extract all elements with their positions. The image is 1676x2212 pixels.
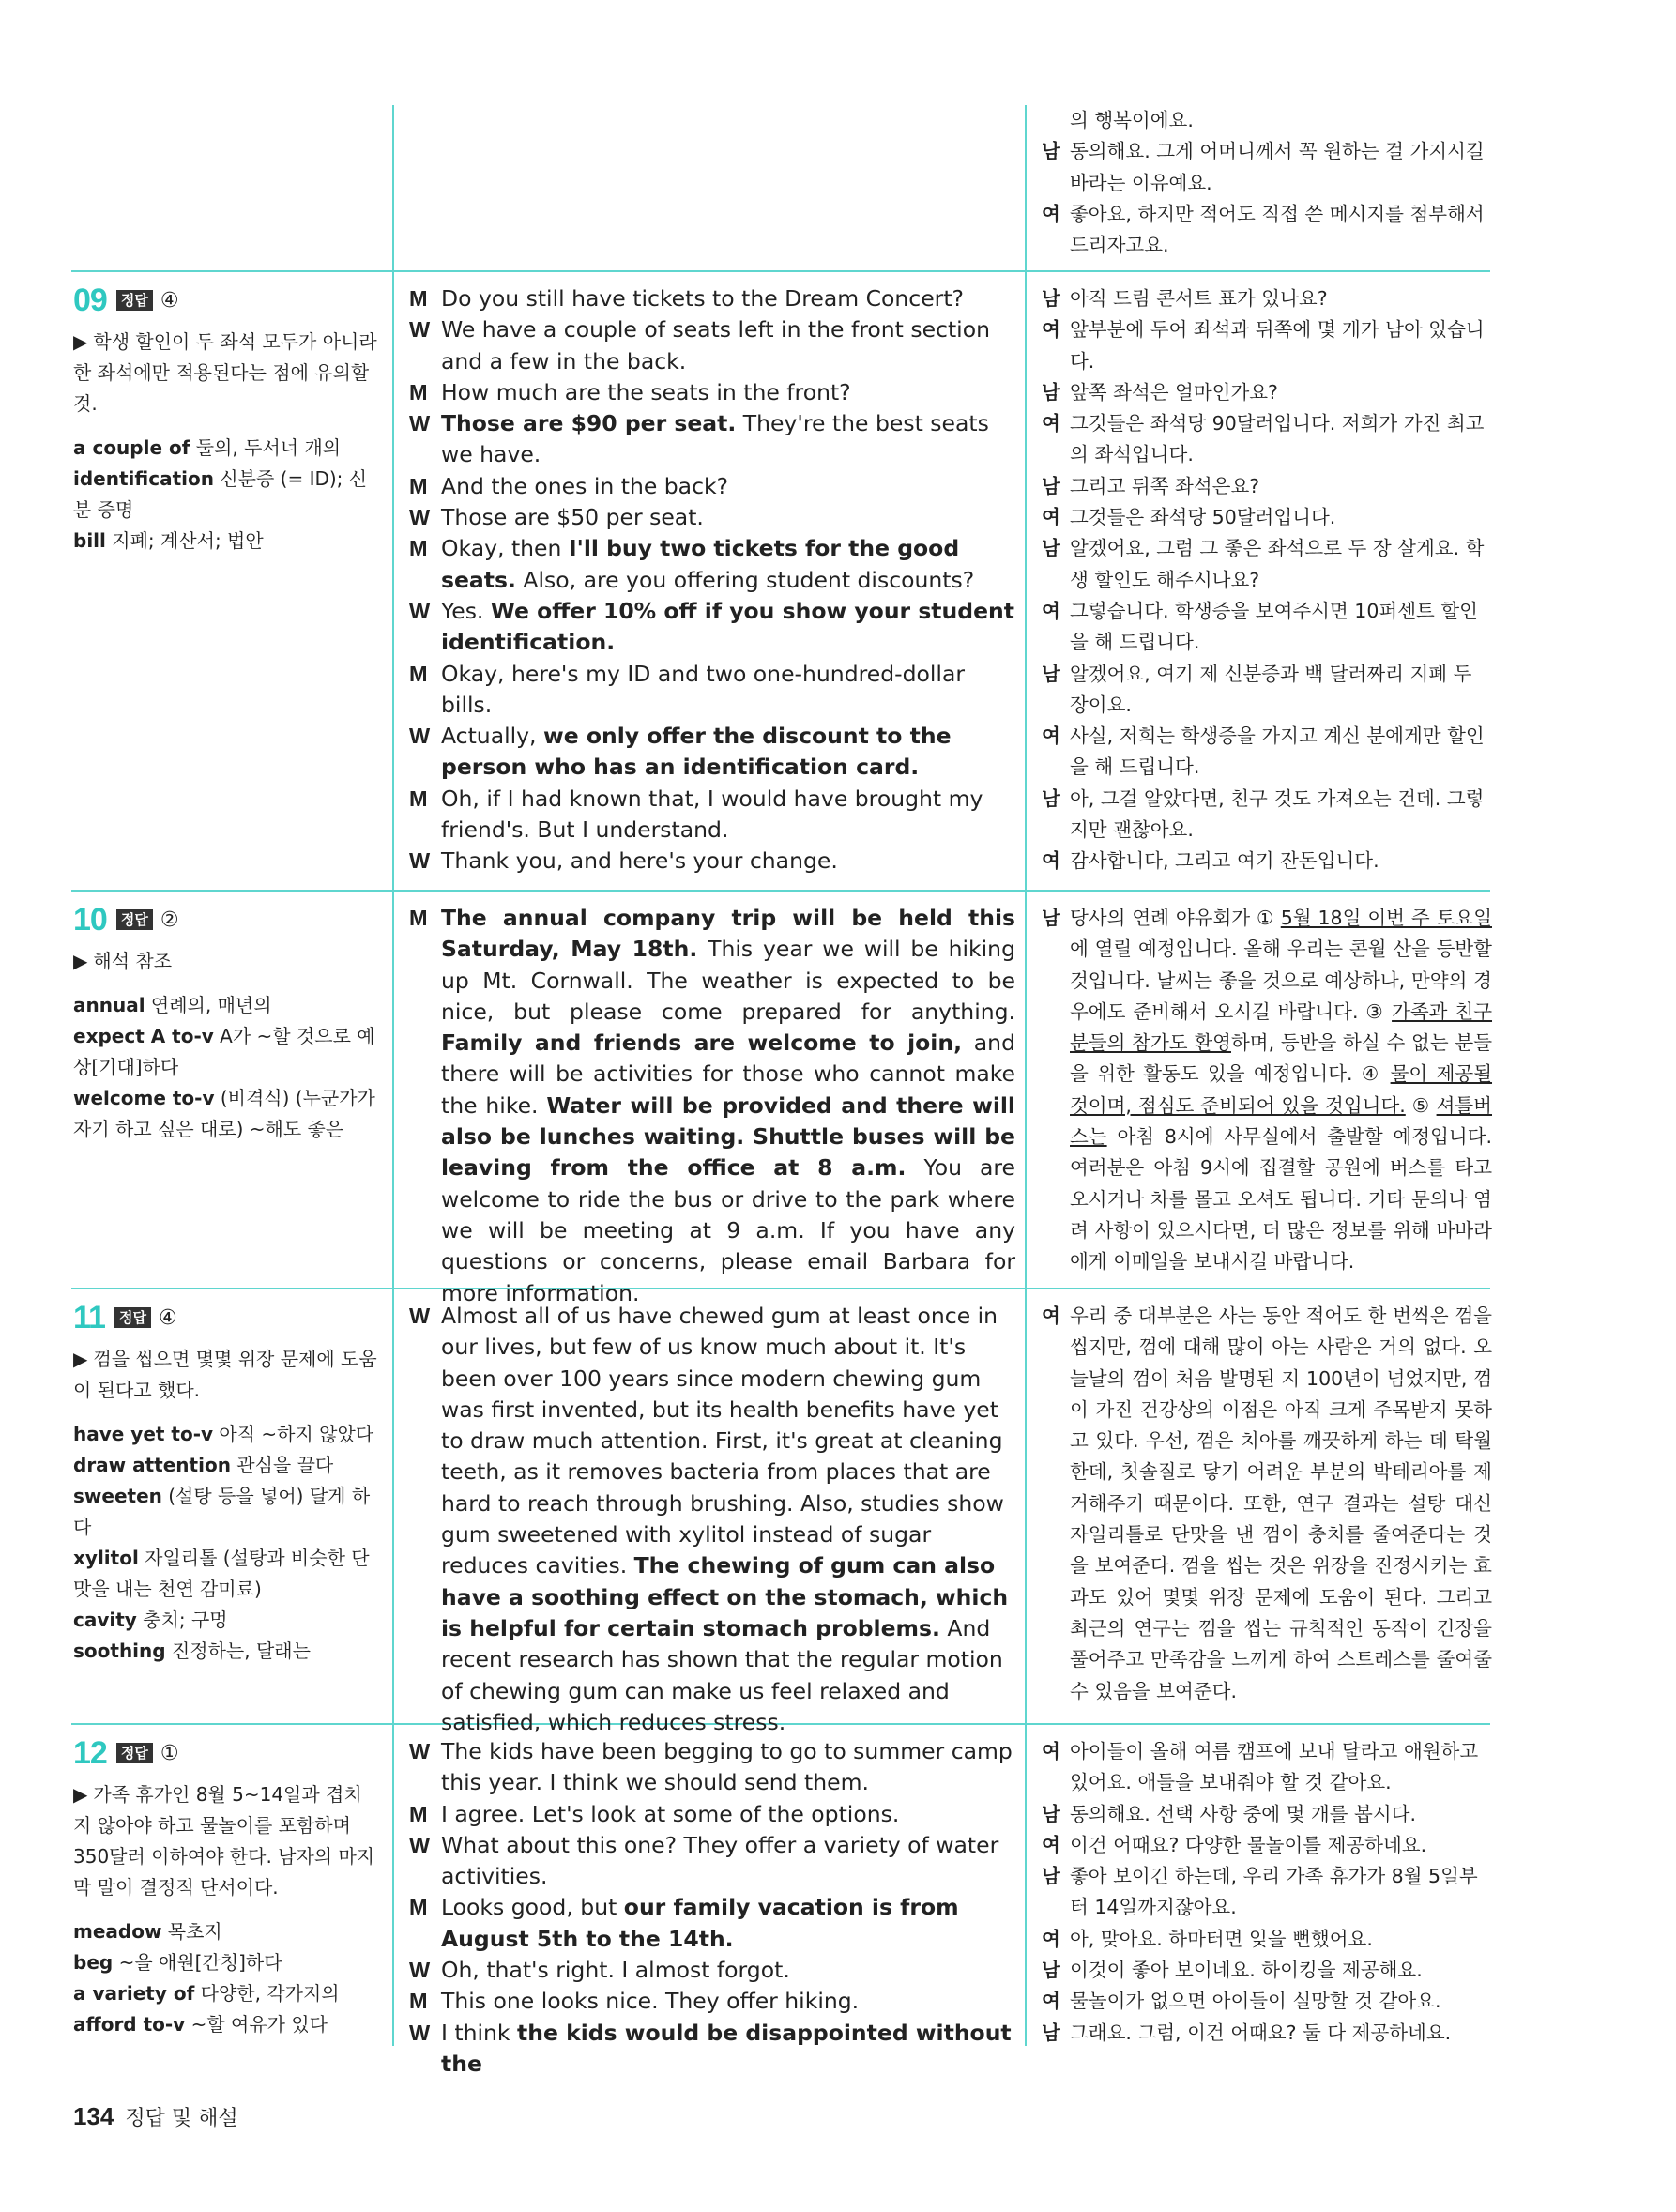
vocab-item: meadow 목초지 <box>73 1920 222 1943</box>
triangle-icon: ▶ <box>73 330 88 353</box>
vocab-item: soothing 진정하는, 달래는 <box>73 1640 311 1662</box>
q10-monologue <box>409 903 1015 1309</box>
answer-badge: 정답 <box>114 1307 151 1328</box>
dialogue-line: W Those are $50 per seat. <box>409 504 704 531</box>
korean-line: 여 아이들이 올해 여름 캠프에 보내 달라고 애원하고 있어요. 애들을 보내줘야 할 것 같아요. <box>1042 1740 1479 1794</box>
korean-line: 여 아, 맞아요. 하마터면 잊을 뻔했어요. <box>1042 1927 1373 1950</box>
vocab-item: have yet to-v 아직 ~하지 않았다 <box>73 1423 374 1445</box>
answer-choice: ② <box>160 908 179 932</box>
korean-line: 남 이것이 좋아 보이네요. 하이킹을 제공해요. <box>1042 1959 1423 1982</box>
triangle-icon: ▶ <box>73 1348 88 1370</box>
answer-badge: 정답 <box>116 290 153 311</box>
vocab-list <box>73 433 379 557</box>
vocab-list <box>73 1419 379 1667</box>
vocab-item: bill 지폐; 계산서; 법안 <box>73 529 264 552</box>
dialogue-line: M This one looks nice. They offer hiking. <box>409 1988 860 2015</box>
vocab-item: draw attention 관심을 끌다 <box>73 1454 334 1476</box>
vocab-item: expect A to-v A가 ~할 것으로 예상[기대]하다 <box>73 1025 375 1078</box>
korean-line: 여 이건 어때요? 다양한 물놀이를 제공하네요. <box>1042 1833 1427 1856</box>
dialogue-line: M I agree. Let's look at some of the options. <box>409 1800 900 1827</box>
q10-translation <box>1042 903 1492 1278</box>
dialogue-line: W I think the kids would be disappointed without the <box>409 2019 1012 2077</box>
answer-note: ▶ 가족 휴가인 8월 5~14일과 겹치지 않아야 하고 물놀이를 포함하며 350달러 이하여야 한다. 남자의 마지막 말이 결정적 단서이다. <box>73 1783 375 1899</box>
korean-line: 남 알겠어요, 여기 제 신분증과 백 달러짜리 지폐 두 장이요. <box>1042 662 1472 716</box>
triangle-icon: ▶ <box>73 950 88 972</box>
dialogue-line: M How much are the seats in the front? <box>409 378 851 405</box>
monologue: M The annual company trip will be held this Saturday, May 18th. This year we will be hiking up Mt. Cornwall. The weather is expected to be nice, but please come prepared for anything. Family and friends are welcome to join, and there will be activities for those who cannot make the hike. Water will be provided and there will also be lunches waiting. Shuttle buses will be leaving from the office at 8 a.m. You are welcome to ride the bus or drive to the park where we will be meeting at 9 a.m. If you have any questions or concerns, please email Barbara for more information. <box>409 905 1016 1306</box>
dialogue-line: M Do you still have tickets to the Dream Concert? <box>409 285 965 312</box>
vocab-item: a variety of 다양한, 각가지의 <box>73 1982 340 2005</box>
dialogue-line: M Oh, if I had known that, I would have brought my friend's. But I understand. <box>409 785 983 844</box>
dialogue-line: M Okay, then I'll buy two tickets for the good seats. Also, are you offering student discounts? <box>409 535 975 593</box>
answer-choice: ④ <box>160 288 179 313</box>
dialogue-line: W Those are $90 per seat. They're the best seats we have. <box>409 410 989 468</box>
korean-line: 여 감사합니다, 그리고 여기 잔돈입니다. <box>1042 849 1379 873</box>
row-divider-09 <box>71 270 1490 272</box>
row-divider-10 <box>71 890 1490 892</box>
q11-translation <box>1042 1301 1492 1707</box>
q10-info <box>73 903 379 1145</box>
dialogue-line: M Okay, here's my ID and two one-hundred-dollar bills. <box>409 660 966 718</box>
q12-dialogue <box>409 1736 1015 2080</box>
dialogue-line: W Yes. We offer 10% off if you show your student identification. <box>409 597 1014 656</box>
korean-paragraph: 남 당사의 연례 야유회가 ① 5월 18일 이번 주 토요일에 열릴 예정입니다. 올해 우리는 콘월 산을 등반할 것입니다. 날씨는 좋을 것으로 예상하나, 만약의 경우에도 준비해서 오시길 바랍니다. ③ 가족과 친구 분들의 참가도 환영하며, 등반을 하실 수 없는 분들을 위한 활동도 있을 예정입니다. ④ 물이 제공될 것이며, 점심도 준비되어 있을 것입니다. ⑤ 셔틀버스는 아침 8시에 사무실에서 출발할 예정입니다. 여러분은 아침 9시에 집결할 공원에 버스를 타고 오시거나 차를 몰고 오셔도 됩니다. 기타 문의나 염려 사항이 있으시다면, 더 많은 정보를 위해 바바라에게 이메일을 보내시길 바랍니다. <box>1042 907 1493 1274</box>
korean-line: 여 그것들은 좌석당 90달러입니다. 저희가 가진 최고의 좌석입니다. <box>1042 412 1485 466</box>
question-header <box>73 1736 379 1770</box>
vocab-item: afford to-v ~할 여유가 있다 <box>73 2013 328 2036</box>
page-footer <box>73 2102 238 2131</box>
question-number: 10 <box>73 901 107 938</box>
question-number: 12 <box>73 1734 107 1771</box>
dialogue-line: W We have a couple of seats left in the front section and a few in the back. <box>409 316 990 374</box>
q09-info <box>73 283 379 557</box>
korean-line: 여 앞부분에 두어 좌석과 뒤쪽에 몇 개가 남아 있습니다. <box>1042 318 1485 373</box>
korean-line: 남 그래요. 그럼, 이건 어때요? 둘 다 제공하네요. <box>1042 2021 1452 2044</box>
korean-paragraph: 여 우리 중 대부분은 사는 동안 적어도 한 번씩은 껌을 씹지만, 껌에 대해 많이 아는 사람은 거의 없다. 오늘날의 껌이 처음 발명된 지 100년이 넘었지만, 껌이 가진 건강상의 이점은 아직 크게 주목받지 못하고 있다. 우선, 껌은 치아를 깨끗하게 하는 데 탁월한데, 칫솔질로 닿기 어려운 부분의 박테리아를 제거해주기 때문이다. 또한, 연구 결과는 설탕 대신 자일리톨로 단맛을 낸 껌이 충치를 줄여준다는 것을 보여준다. 껌을 씹는 것은 위장을 진정시키는 효과도 있어 몇몇 위장 문제에 도움이 된다. 그리고 최근의 연구는 껌을 씹는 규칙적인 동작이 긴장을 풀어주고 만족감을 느끼게 하여 스트레스를 줄여줄 수 있음을 보여준다. <box>1042 1304 1492 1702</box>
vocab-item: a couple of 둘의, 두서너 개의 <box>73 436 342 459</box>
q09-translation <box>1042 283 1492 877</box>
dialogue-line: W Oh, that's right. I almost forgot. <box>409 1957 790 1984</box>
korean-line: 남 아직 드림 콘서트 표가 있나요? <box>1042 287 1328 310</box>
dialogue-line: W Actually, we only offer the discount to the person who has an identification card. <box>409 723 952 781</box>
answer-choice: ④ <box>158 1305 177 1330</box>
korean-line: 남 동의해요. 선택 사항 중에 몇 개를 봅시다. <box>1042 1802 1416 1825</box>
q11-info <box>73 1301 379 1667</box>
vocab-item: annual 연례의, 매년의 <box>73 994 272 1016</box>
korean-line: 남 아, 그걸 알았다면, 친구 것도 가져오는 건데. 그렇지만 괜찮아요. <box>1042 786 1485 842</box>
answer-note: ▶ 껌을 씹으면 몇몇 위장 문제에 도움이 된다고 했다. <box>73 1348 377 1401</box>
vocab-item: cavity 충치; 구멍 <box>73 1609 228 1631</box>
question-number: 09 <box>73 282 107 318</box>
vocab-list <box>73 990 379 1145</box>
korean-line: 여 그렇습니다. 학생증을 보여주시면 10퍼센트 할인을 해 드립니다. <box>1042 599 1478 654</box>
korean-line: 남 그리고 뒤쪽 좌석은요? <box>1042 474 1260 497</box>
vocab-item: beg ~을 애원[간청]하다 <box>73 1951 282 1974</box>
vocab-item: xylitol 자일리톨 (설탕과 비슷한 단맛을 내는 천연 감미료) <box>73 1547 370 1600</box>
korean-line: 남 앞쪽 좌석은 얼마인가요? <box>1042 380 1278 404</box>
triangle-icon: ▶ <box>73 1783 88 1806</box>
page-number: 134 <box>73 2102 114 2130</box>
korean-line: 남 좋아 보이긴 하는데, 우리 가족 휴가가 8월 5일부터 14일까지잖아요. <box>1042 1865 1478 1919</box>
korean-line: 남 알겠어요, 그럼 그 좋은 좌석으로 두 장 살게요. 학생 할인도 해주시나요? <box>1042 537 1485 591</box>
answer-choice: ① <box>160 1741 179 1765</box>
q11-monologue <box>409 1301 1015 1738</box>
answer-note: ▶ 해석 참조 <box>73 950 173 972</box>
question-header <box>73 903 379 937</box>
dialogue-line: M And the ones in the back? <box>409 472 729 499</box>
dialogue-line: M Looks good, but our family vacation is from August 5th to the 14th. <box>409 1894 959 1952</box>
column-divider-right <box>1025 105 1027 2046</box>
dialogue-line: W Thank you, and here's your change. <box>409 847 838 875</box>
korean-line: 의 행복이에요. <box>1070 109 1194 131</box>
answer-badge: 정답 <box>116 1743 153 1763</box>
korean-line: 여 좋아요, 하지만 적어도 직접 쓴 메시지를 첨부해서 드리자고요. <box>1042 202 1485 257</box>
question-number: 11 <box>73 1299 105 1335</box>
footer-label: 정답 및 해설 <box>125 2107 238 2130</box>
answer-badge: 정답 <box>116 909 153 930</box>
column-divider-left <box>392 105 394 2046</box>
vocab-list <box>73 1916 379 2040</box>
question-header <box>73 1301 379 1335</box>
q12-info <box>73 1736 379 2040</box>
korean-line: 여 물놀이가 없으면 아이들이 실망할 것 같아요. <box>1042 1990 1441 2013</box>
vocab-item: identification 신분증 (= ID); 신분 증명 <box>73 467 368 521</box>
korean-line: 남 동의해요. 그게 어머니께서 꼭 원하는 걸 가지시길 바라는 이유예요. <box>1042 140 1485 194</box>
top-korean-continuation <box>1042 105 1492 261</box>
vocab-item: sweeten (설탕 등을 넣어) 달게 하다 <box>73 1485 371 1538</box>
answer-note: ▶ 학생 할인이 두 좌석 모두가 아니라 한 좌석에만 적용된다는 점에 유의할 것. <box>73 330 377 415</box>
monologue: W Almost all of us have chewed gum at least once in our lives, but few of us know much about it. It's been over 100 years since modern chewing gum was first invented, but its health benefits have yet to draw much attention. First, it's great at cleaning teeth, as it removes bacteria from places that are hard to reach through brushing. Also, studies show gum sweetened with xylitol instead of sugar reduces cavities. The chewing of gum can also have a soothing effect on the stomach, which is helpful for certain stomach problems. And recent research has shown that the regular motion of chewing gum can make us feel relaxed and satisfied, which reduces stress. <box>409 1303 1009 1735</box>
dialogue-line: W What about this one? They offer a variety of water activities. <box>409 1831 999 1890</box>
korean-line: 여 사실, 저희는 학생증을 가지고 계신 분에게만 할인을 해 드립니다. <box>1042 725 1485 779</box>
question-header <box>73 283 379 317</box>
dialogue-line: W The kids have been begging to go to summer camp this year. I think we should send them. <box>409 1738 1013 1796</box>
vocab-item: welcome to-v (비격식) (누군가가 자기 하고 싶은 대로) ~해도 좋은 <box>73 1087 375 1140</box>
q12-translation <box>1042 1736 1492 2049</box>
q09-dialogue <box>409 283 1015 877</box>
korean-line: 여 그것들은 좌석당 50달러입니다. <box>1042 506 1336 529</box>
